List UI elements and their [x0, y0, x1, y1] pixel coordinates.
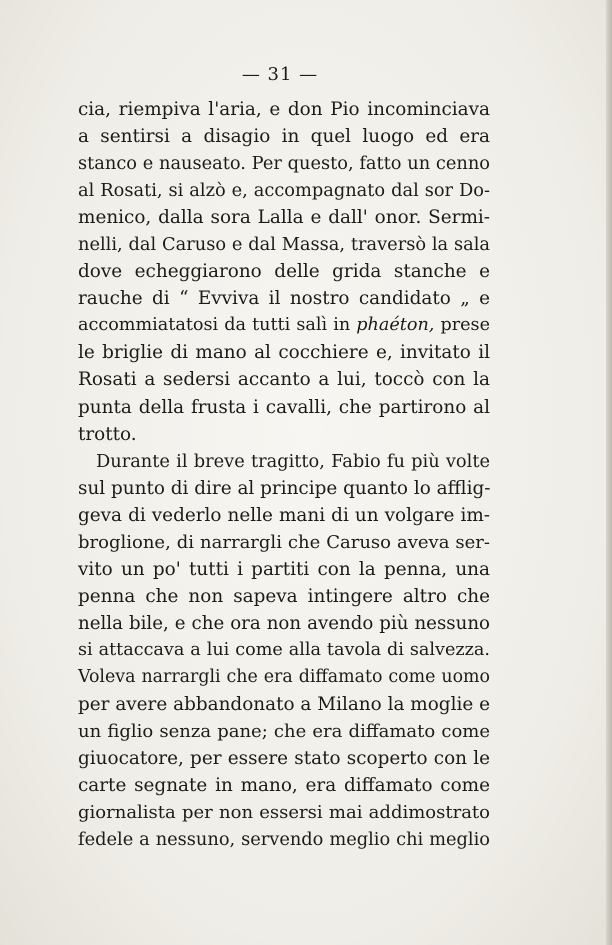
page-number: — 31 —	[241, 64, 319, 85]
text-line: un figlio senza pane; che era diffamato come	[78, 721, 490, 743]
text-line: punta della frusta i cavalli, che partirono al	[78, 396, 490, 418]
paragraph-start-line: Durante il breve tragitto, Fabio fu più volte	[96, 450, 490, 472]
text-line: rauche di “ Evviva il nostro candidato „ e	[78, 288, 490, 310]
text-line: vito un po' tutti i partiti con la penna, una	[78, 558, 490, 580]
text-line: broglione, di narrargli che Caruso aveva ser-	[78, 531, 490, 553]
text-line: per avere abbandonato a Milano la moglie e	[78, 694, 490, 716]
page-edge	[606, 0, 612, 945]
italic-word: phaéton,	[356, 315, 435, 336]
text-line: Voleva narrargli che era diffamato come uomo	[78, 666, 490, 687]
text-line: menico, dalla sora Lalla e dall' onor. Sermi-	[78, 207, 490, 229]
text-line: a sentirsi a disagio in quel luogo ed era	[78, 126, 490, 148]
text-line: le briglie di mano al cocchiere e, invitato il	[78, 342, 490, 364]
text-line: fedele a nessuno, servendo meglio chi meglio	[78, 829, 490, 851]
text-line: al Rosati, si alzò e, accompagnato dal sor Do-	[78, 180, 490, 202]
text-line: nelli, dal Caruso e dal Massa, traversò la sala	[78, 234, 490, 256]
text-line: giuocatore, per essere stato scoperto con le	[78, 748, 490, 770]
body-text	[78, 96, 490, 853]
text-line: cia, riempiva l'aria, e don Pio incominciava	[78, 99, 490, 120]
text-line: dove echeggiarono delle grida stanche e	[78, 261, 490, 283]
text-line: sul punto di dire al principe quanto lo afflig-	[78, 477, 491, 499]
text-line: stanco e nauseato. Per questo, fatto un cenno	[78, 153, 490, 175]
text-line: giornalista per non essersi mai addimostrato	[78, 802, 490, 824]
text-line: carte segnate in mano, era diffamato come	[78, 775, 490, 797]
paragraph-end-line: trotto.	[78, 423, 137, 445]
text-segment: accommiatatosi da tutti salì in	[78, 315, 357, 336]
text-line: si attaccava a lui come alla tavola di salvezza.	[78, 639, 490, 660]
text-line: geva di vederlo nelle mani di un volgare im-	[78, 504, 490, 526]
text-line: Rosati a sedersi accanto a lui, toccò con la	[78, 369, 490, 391]
text-segment: prese	[434, 315, 490, 336]
text-line	[78, 312, 490, 339]
text-line: penna che non sapeva intingere altro che	[78, 585, 490, 607]
text-line: nella bile, e che ora non avendo più nessuno	[78, 612, 490, 634]
